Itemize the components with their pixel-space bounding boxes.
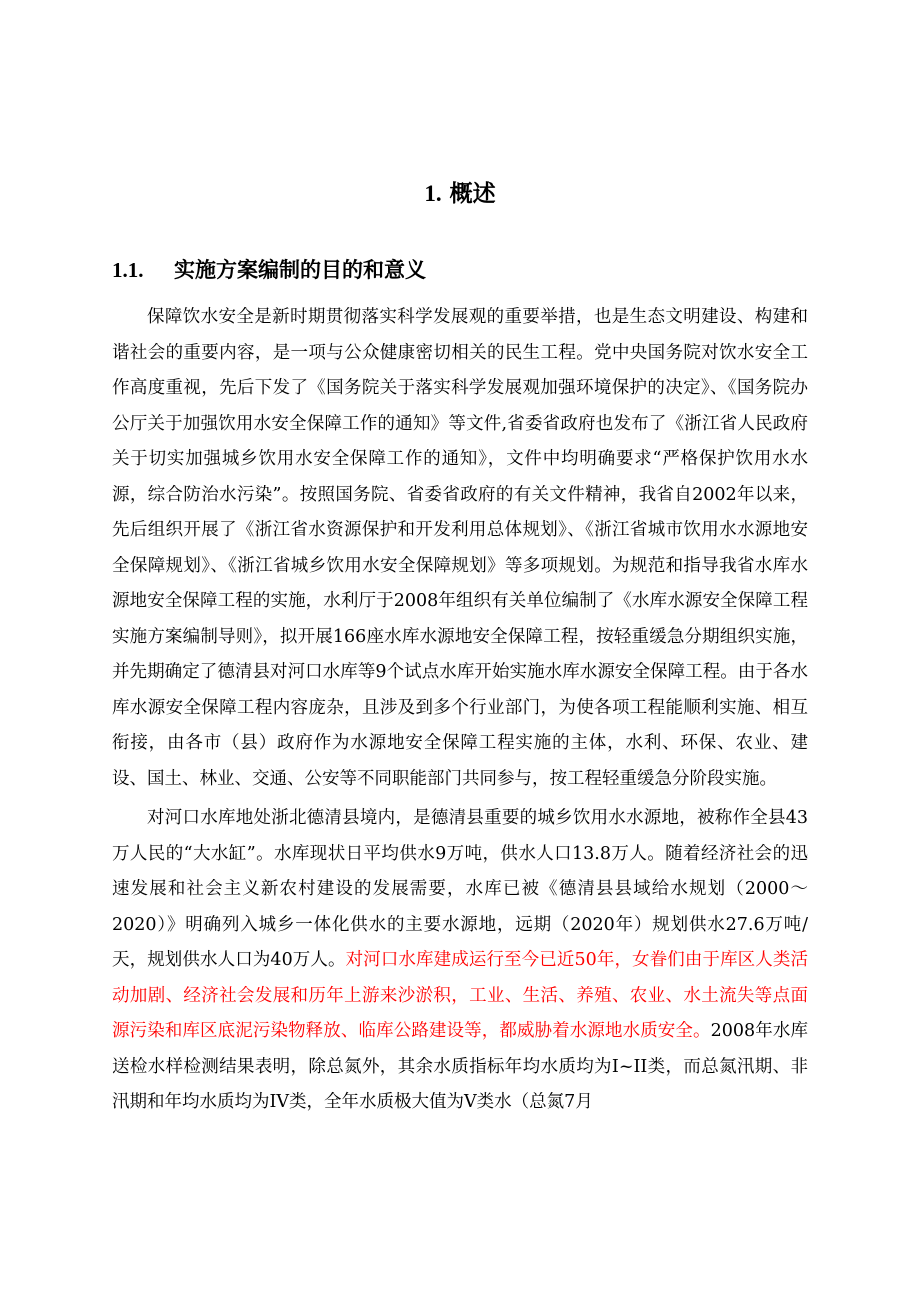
chapter-number: 1.	[424, 181, 442, 206]
section-number: 1.1.	[112, 258, 144, 282]
paragraph-purpose: 保障饮水安全是新时期贯彻落实科学发展观的重要举措，也是生态文明建设、构建和谐社会的重要内容，是一项与公众健康密切相关的民生工程。党中央国务院对饮水安全工作高度重视，先后下发了《国务院关于落实科学发展观加强环境保护的决定》、《国务院办公厅关于加强饮用水安全保障工作的通知》等文件,省委省政府也发布了《浙江省人民政府关于切实加强城乡饮用水安全保障工作的通知》，文件中均明确要求“严格保护饮用水水源，综合防治水污染”。按照国务院、省委省政府的有关文件精神，我省自2002年以来，先后组织开展了《浙江省水资源保护和开发利用总体规划》、《浙江省城市饮用水水源地安全保障规划》、《浙江省城乡饮用水安全保障规划》等多项规划。为规范和指导我省水库水源地安全保障工程的实施，水利厅于2008年组织有关单位编制了《水库水源安全保障工程实施方案编制导则》，拟开展166座水库水源地安全保障工程，按轻重缓急分期组织实施，并先期确定了德清县对河口水库等9个试点水库开始实施水库水源安全保障工程。由于各水库水源安全保障工程内容庞杂，且涉及到多个行业部门，为使各项工程能顺利实施、相互衔接，由各市（县）政府作为水源地安全保障工程实施的主体，水利、环保、农业、建设、国土、林业、交通、公安等不同职能部门共同参与，按工程轻重缓急分阶段实施。	[112, 307, 808, 789]
chapter-heading-text: 概述	[449, 180, 496, 207]
paragraph-reservoir-highlight: 对河口水库建成运行至今已近50年，女眷们由于库区人类活动加剧、经济社会发展和历年上游来沙淤积，工业、生活、养殖、农业、水土流失等点面源污染和库区底泥污染物释放、临库公路建设等，都威胁着水源地水质安全。	[112, 950, 808, 1041]
chapter-title	[0, 176, 920, 212]
paragraph-reservoir-intro: 对河口水库地处浙北德清县境内，是德清县重要的城乡饮用水水源地，被称作全县43万人民的“大水缸”。水库现状日平均供水9万吨，供水人口13.8万人。随着经济社会的迅速发展和社会主义新农村建设的发展需要，水库已被《德清县县域给水规划（2000～2020）》明确列入城乡一体化供水的主要水源地，远期（2020年）规划供水27.6万吨/天，规划供水人口为40万人。	[112, 808, 808, 970]
paragraph-reservoir-results: 2008年水库送检水样检测结果表明，除总氮外，其余水质指标年均水质均为I~II类，而总氮汛期、非汛期和年均水质均为IV类，全年水质极大值为V类水（总氮7月	[112, 1021, 808, 1112]
section-heading-text: 实施方案编制的目的和意义	[174, 257, 426, 282]
section-title	[112, 252, 426, 288]
body-text	[112, 300, 808, 1125]
paragraph-reservoir	[112, 801, 808, 1121]
